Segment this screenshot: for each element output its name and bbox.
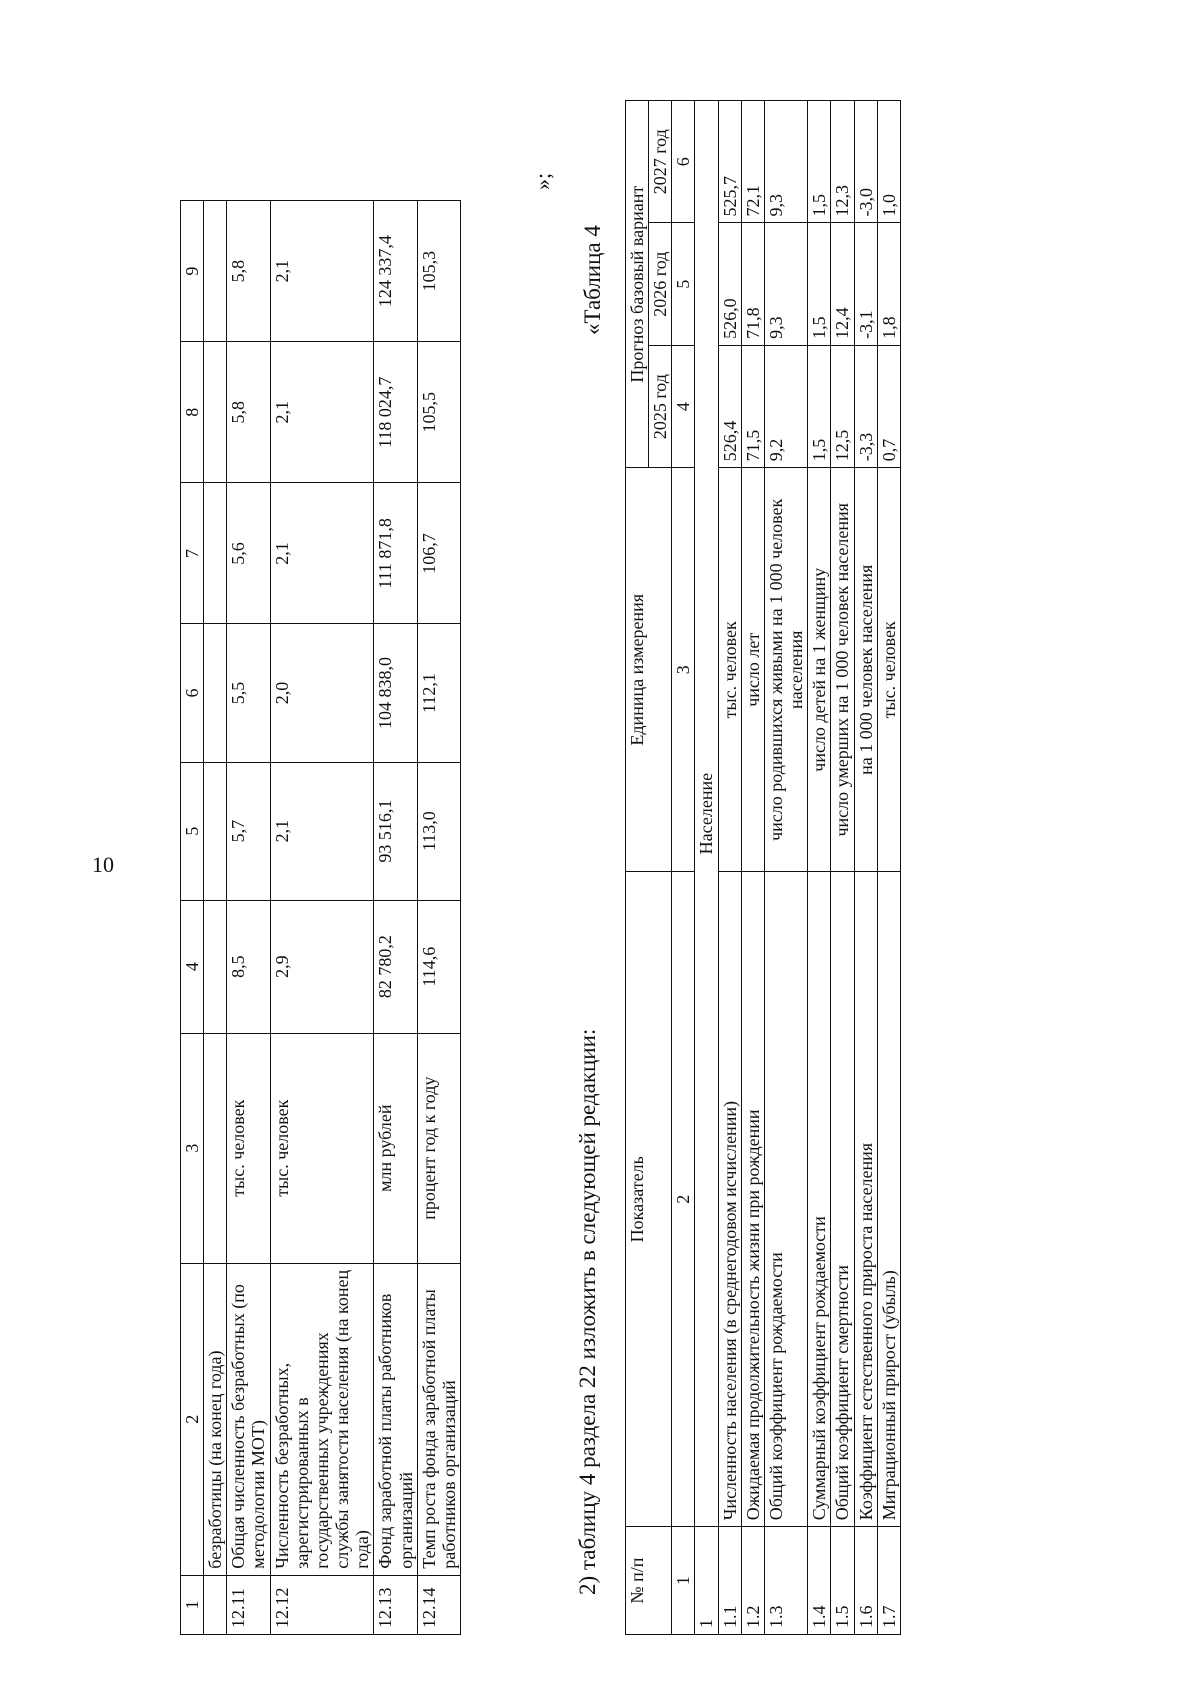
table-caption: «Таблица 4 (580, 225, 605, 335)
column-header-forecast: Прогноз базовый вариант (626, 101, 649, 468)
column-header-unit: Единица измерения (626, 468, 672, 872)
row-name: Ожидаемая продолжительность жизни при рождении (741, 872, 764, 1527)
num-cell: 2 (672, 872, 695, 1527)
value-cell: 93 516,1 (374, 762, 417, 900)
table-top-header-row (181, 201, 204, 1635)
row-unit: на 1 000 человек населения (854, 468, 877, 872)
row-unit: процент год к году (417, 1033, 460, 1263)
value-cell: 1,5 (808, 223, 831, 345)
value-cell: 105,3 (417, 201, 460, 342)
table-row (764, 101, 807, 1635)
value-cell: 2,0 (270, 624, 374, 762)
header-cell: 7 (181, 483, 204, 624)
value-cell: 525,7 (718, 101, 741, 223)
row-number: 1.5 (831, 1527, 854, 1635)
closing-quote: »; (530, 172, 555, 190)
section-number: 1 (695, 1527, 718, 1635)
row-unit: тыс. человек (270, 1033, 374, 1263)
value-cell: -3,1 (854, 223, 877, 345)
row-unit: число лет (741, 468, 764, 872)
value-cell: 114,6 (417, 900, 460, 1033)
header-cell: 9 (181, 201, 204, 342)
num-cell: 3 (672, 468, 695, 872)
table-row (877, 101, 900, 1635)
num-cell: 1 (672, 1527, 695, 1635)
table-bottom-header-row (626, 101, 649, 1635)
value-cell: 5,7 (227, 762, 270, 900)
row-number: 12.13 (374, 1575, 417, 1634)
table-row (808, 101, 831, 1635)
header-cell: 2 (181, 1263, 204, 1575)
row-name: Численность населения (в среднегодовом исчислении) (718, 872, 741, 1527)
section-title: Население (695, 101, 718, 1527)
value-cell: 2,9 (270, 900, 374, 1033)
row-name: Фонд заработной платы работников организаций (374, 1263, 417, 1575)
value-cell: 526,4 (718, 345, 741, 467)
row-name: Общий коэффициент смертности (831, 872, 854, 1527)
column-header-no: № п/п (626, 1527, 672, 1635)
value-cell: 0,7 (877, 345, 900, 467)
row-name: Коэффициент естественного прироста населения (854, 872, 877, 1527)
table-row (854, 101, 877, 1635)
row-number: 1.6 (854, 1527, 877, 1635)
header-cell: 5 (181, 762, 204, 900)
value-cell: 9,3 (764, 101, 807, 223)
value-cell: 112,1 (417, 624, 460, 762)
value-cell: 9,3 (764, 223, 807, 345)
value-cell: 5,5 (227, 624, 270, 762)
header-cell: 4 (181, 900, 204, 1033)
row-number: 1.7 (877, 1527, 900, 1635)
value-cell: 72,1 (741, 101, 764, 223)
num-cell: 6 (672, 101, 695, 223)
value-cell: 104 838,0 (374, 624, 417, 762)
rotated-page-content (180, 95, 1070, 1635)
header-cell: 8 (181, 342, 204, 483)
row-number: 1.3 (764, 1527, 807, 1635)
row-number: 1.1 (718, 1527, 741, 1635)
row-name: Численность безработных, зарегистрированных в государственных учреждениях службы занятости населения (на конец года) (270, 1263, 374, 1575)
value-cell: 5,8 (227, 342, 270, 483)
value-cell: 118 024,7 (374, 342, 417, 483)
value-cell: 1,5 (808, 101, 831, 223)
value-cell: 2,1 (270, 201, 374, 342)
section-row (695, 101, 718, 1635)
row-number: 1.4 (808, 1527, 831, 1635)
page-number: 10 (92, 852, 114, 877)
header-cell: 6 (181, 624, 204, 762)
table-row (204, 201, 227, 1635)
column-header-indicator: Показатель (626, 872, 672, 1527)
row-unit: млн рублей (374, 1033, 417, 1263)
value-cell: 526,0 (718, 223, 741, 345)
value-cell: 71,8 (741, 223, 764, 345)
row-number: 12.11 (227, 1575, 270, 1634)
value-cell: 12,5 (831, 345, 854, 467)
value-cell: 111 871,8 (374, 483, 417, 624)
row-number: 12.12 (270, 1575, 374, 1634)
amendment-paragraph: 2) таблицу 4 раздела 22 изложить в следующей редакции: (575, 1028, 600, 1595)
value-cell: 2,1 (270, 342, 374, 483)
row-name: Темп роста фонда заработной платы работников организаций (417, 1263, 460, 1575)
table-row (374, 201, 417, 1635)
row-name: Общая численность безработных (по методологии МОТ) (227, 1263, 270, 1575)
value-cell: 113,0 (417, 762, 460, 900)
row-unit: число детей на 1 женщину (808, 468, 831, 872)
value-cell: 2,1 (270, 762, 374, 900)
value-cell: 9,2 (764, 345, 807, 467)
header-cell: 1 (181, 1575, 204, 1634)
row-name: Общий коэффициент рождаемости (764, 872, 807, 1527)
value-cell: 106,7 (417, 483, 460, 624)
row-name: Суммарный коэффициент рождаемости (808, 872, 831, 1527)
header-cell: 3 (181, 1033, 204, 1263)
value-cell: 1,8 (877, 223, 900, 345)
value-cell: -3,3 (854, 345, 877, 467)
table-bottom-numbering-row (672, 101, 695, 1635)
num-cell: 5 (672, 223, 695, 345)
continuation-text: безработицы (на конец года) (204, 1263, 227, 1575)
value-cell: 2,1 (270, 483, 374, 624)
num-cell: 4 (672, 345, 695, 467)
table-row (741, 101, 764, 1635)
year-header: 2025 год (649, 345, 672, 467)
value-cell: -3,0 (854, 101, 877, 223)
value-cell: 105,5 (417, 342, 460, 483)
value-cell: 5,8 (227, 201, 270, 342)
row-unit: число родившихся живыми на 1 000 человек населения (764, 468, 807, 872)
row-name: Миграционный прирост (убыль) (877, 872, 900, 1527)
row-number: 1.2 (741, 1527, 764, 1635)
table-row (831, 101, 854, 1635)
row-unit: тыс. человек (877, 468, 900, 872)
year-header: 2026 год (649, 223, 672, 345)
value-cell: 12,3 (831, 101, 854, 223)
value-cell: 82 780,2 (374, 900, 417, 1033)
row-number: 12.14 (417, 1575, 460, 1634)
table-row (417, 201, 460, 1635)
row-unit: тыс. человек (718, 468, 741, 872)
table-bottom (625, 100, 901, 1635)
table-top (180, 200, 461, 1635)
value-cell: 5,6 (227, 483, 270, 624)
row-unit: тыс. человек (227, 1033, 270, 1263)
value-cell: 1,5 (808, 345, 831, 467)
value-cell: 124 337,4 (374, 201, 417, 342)
year-header: 2027 год (649, 101, 672, 223)
table-row (227, 201, 270, 1635)
value-cell: 8,5 (227, 900, 270, 1033)
table-row (718, 101, 741, 1635)
table-row (270, 201, 374, 1635)
value-cell: 1,0 (877, 101, 900, 223)
value-cell: 12,4 (831, 223, 854, 345)
value-cell: 71,5 (741, 345, 764, 467)
row-unit: число умерших на 1 000 человек населения (831, 468, 854, 872)
